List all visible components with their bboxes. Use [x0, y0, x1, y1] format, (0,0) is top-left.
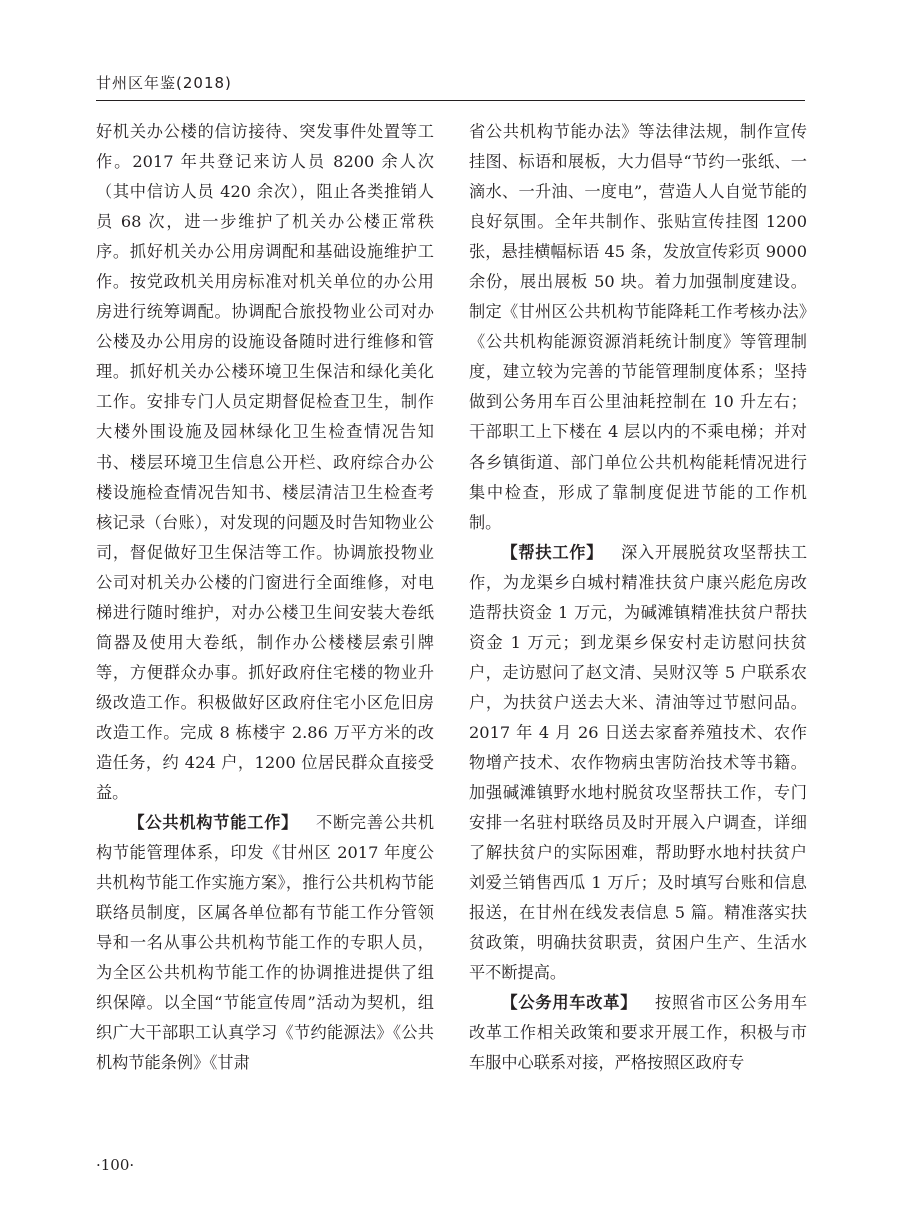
section-poverty-assistance	[469, 538, 807, 989]
section-heading-poverty-assistance: 【帮扶工作】	[501, 542, 604, 562]
section-body-poverty-assistance: 深入开展脱贫攻坚帮扶工作，为龙渠乡白城村精准扶贫户康兴彪危房改造帮扶资金 1 万元，为碱滩镇精准扶贫户帮扶资金 1 万元；到龙渠乡保安村走访慰问扶贫户，走访慰问了赵文清、吴财汉等 5 户联系农户，为扶贫户送去大米、清油等过节慰问品。2017 年 4 月 26 日送去家畜养殖技术、农作物增产技术、农作物病虫害防治技术等书籍。加强碱滩镇野水地村脱贫攻坚帮扶工作，专门安排一名驻村联络员及时开展入户调查，详细了解扶贫户的实际困难，帮助野水地村扶贫户刘爱兰销售西瓜 1 万斤；及时填写台账和信息报送，在甘州在线发表信息 5 篇。精准落实扶贫政策，明确扶贫职责，贫困户生产、生活水平不断提高。	[469, 542, 808, 983]
header-rule	[96, 100, 805, 101]
section-body-energy-saving: 不断完善公共机构节能管理体系，印发《甘州区 2017 年度公共机构节能工作实施方案》，推行公共机构节能联络员制度，区属各单位都有节能工作分管领导和一名从事公共机构节能工作的专职人员，为全区公共机构节能工作的协调推进提供了组织保障。以全国“节能宣传周”活动为契机，组织广大干部职工认真学习《节约能源法》《公共机构节能条例》《甘肃	[96, 813, 435, 1073]
right-column	[469, 117, 807, 1079]
paragraph-energy-saving-continued: 省公共机构节能办法》等法律法规，制作宣传挂图、标语和展板，大力倡导“节约一张纸、一滴水、一升油、一度电”，营造人人自觉节能的良好氛围。全年共制作、张贴宣传挂图 1200 张，悬挂横幅标语 45 条，发放宣传彩页 9000 余份，展出展板 50 块。着力加强制度建设。制定《甘州区公共机构节能降耗工作考核办法》《公共机构能源资源消耗统计制度》等管理制度，建立较为完善的节能管理制度体系；坚持做到公务用车百公里油耗控制在 10 升左右；干部职工上下楼在 4 层以内的不乘电梯；并对各乡镇街道、部门单位公共机构能耗情况进行集中检查，形成了靠制度促进节能的工作机制。	[469, 122, 807, 532]
section-heading-vehicle-reform: 【公务用车改革】	[501, 993, 638, 1013]
page-number: ·100·	[96, 1156, 135, 1174]
section-heading-energy-saving: 【公共机构节能工作】	[128, 813, 299, 833]
section-body-vehicle-reform: 按照省市区公务用车改革工作相关政策和要求开展工作，积极与市车服中心联系对接，严格按照区政府专	[469, 993, 808, 1073]
section-energy-saving	[96, 808, 434, 1078]
left-column	[96, 117, 434, 1079]
paragraph-office-management: 好机关办公楼的信访接待、突发事件处置等工作。2017 年共登记来访人员 8200 余人次（其中信访人员 420 余次），阻止各类推销人员 68 次，进一步维护了机关办公楼正常秩序。抓好机关办公用房调配和基础设施维护工作。按党政机关用房标准对机关单位的办公用房进行统筹调配。协调配合旅投物业公司对办公楼及办公用房的设施设备随时进行维修和管理。抓好机关办公楼环境卫生保洁和绿化美化工作。安排专门人员定期督促检查卫生，制作大楼外围设施及园林绿化卫生检查情况告知书、楼层环境卫生信息公开栏、政府综合办公楼设施检查情况告知书、楼层清洁卫生检查考核记录（台账），对发现的问题及时告知物业公司，督促做好卫生保洁等工作。协调旅投物业公司对机关办公楼的门窗进行全面维修，对电梯进行随时维护，对办公楼卫生间安装大卷纸筒器及使用大卷纸，制作办公楼楼层索引牌等，方便群众办事。抓好政府住宅楼的物业升级改造工作。积极做好区政府住宅小区危旧房改造工作。完成 8 栋楼宇 2.86 万平方米的改造任务，约 424 户，1200 位居民群众直接受益。	[96, 122, 434, 803]
section-vehicle-reform	[469, 988, 807, 1078]
running-header: 甘州区年鉴(2018)	[96, 74, 232, 92]
